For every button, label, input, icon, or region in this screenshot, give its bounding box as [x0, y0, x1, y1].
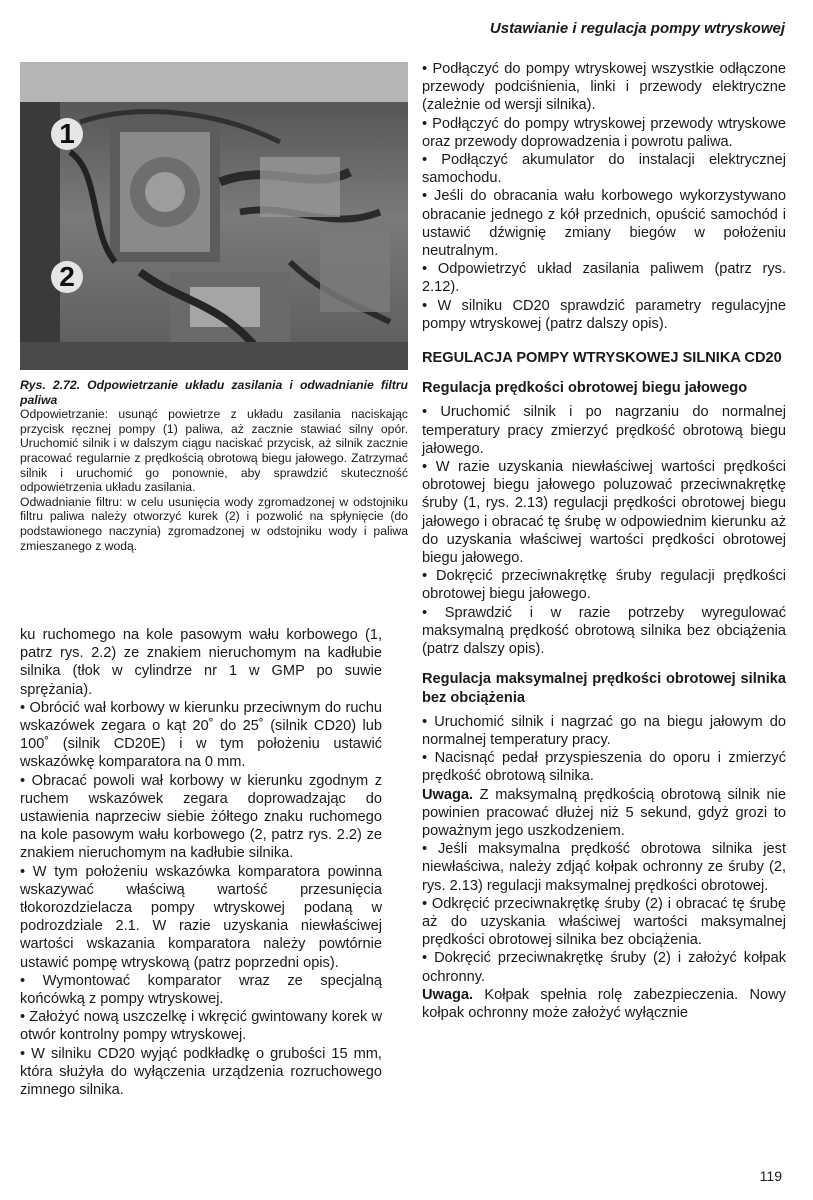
- paragraph: • Podłączyć do pompy wtryskowej przewody wtryskowe oraz przewody doprowadzenia i powrotu paliwa.: [422, 115, 786, 150]
- section-heading: REGULACJA POMPY WTRYSKOWEJ SILNIKA CD20: [422, 350, 782, 367]
- subsection-heading: Regulacja maksymalnej prędkości obrotowej silnika bez obciążenia: [422, 671, 786, 706]
- callout-1: 1: [51, 118, 83, 150]
- paragraph: • Jeśli maksymalna prędkość obrotowa silnika jest niewłaściwa, należy zdjąć kołpak ochronny ze śruby (2, rys. 2.13) regulacji maksymalnej prędkości obrotowej.: [422, 841, 786, 894]
- caption-title: Rys. 2.72. Odpowietrzanie układu zasilania i odwadnianie filtru paliwa: [20, 378, 408, 407]
- engine-photo-illustration: [20, 62, 408, 370]
- page-number: 119: [759, 1168, 782, 1184]
- paragraph: • Uruchomić silnik i po nagrzaniu do normalnej temperatury pracy zmierzyć prędkość obrotową biegu jałowego.: [422, 404, 786, 457]
- note-paragraph: [422, 986, 786, 1022]
- paragraph: • Nacisnąć pedał przyspieszenia do oporu i zmierzyć prędkość obrotową silnika.: [422, 750, 786, 785]
- paragraph: • Podłączyć akumulator do instalacji elektrycznej samochodu.: [422, 152, 786, 187]
- note-label: Uwaga.: [422, 986, 474, 1003]
- paragraph: • Założyć nową uszczelkę i wkręcić gwintowany korek w otwór kontrolny pompy wtryskowej.: [20, 1009, 382, 1044]
- paragraph: • W silniku CD20 sprawdzić parametry regulacyjne pompy wtryskowej (patrz dalszy opis).: [422, 297, 786, 332]
- paragraph: • W silniku CD20 wyjąć podkładkę o grubości 15 mm, która służyła do wyłączenia urządzenia rozruchowego zimnego silnika.: [20, 1045, 382, 1099]
- left-column-text: [20, 626, 382, 1099]
- note-paragraph: [422, 786, 786, 841]
- engine-photo: [20, 62, 408, 370]
- running-header: Ustawianie i regulacja pompy wtryskowej: [489, 20, 785, 37]
- paragraph: • Uruchomić silnik i nagrzać go na biegu jałowym do normalnej temperatury pracy.: [422, 713, 786, 748]
- right-column-text: [422, 60, 786, 1022]
- subsection-heading: Regulacja prędkości obrotowej biegu jałowego: [422, 380, 748, 397]
- paragraph: • Dokręcić przeciwnakrętkę śruby regulacji prędkości obrotowej biegu jałowego.: [422, 568, 786, 603]
- paragraph: ku ruchomego na kole pasowym wału korbowego (1, patrz rys. 2.2) ze znakiem nieruchomym na kadłubie silnika (tłok w cylindrze nr 1 w GMP po suwie sprężania).: [20, 627, 382, 698]
- note-label: Uwaga.: [422, 786, 474, 803]
- paragraph: • Jeśli do obracania wału korbowego wykorzystywano obracanie jednego z kół przednich, opuścić samochód i ustawić dźwignię zmiany biegów w położeniu neutralnym.: [422, 188, 786, 260]
- paragraph: • Odpowietrzyć układ zasilania paliwem (patrz rys. 2.12).: [422, 261, 786, 296]
- figure-caption: [20, 378, 408, 553]
- paragraph: • Sprawdzić i w razie potrzeby wyregulować maksymalną prędkość obrotową silnika bez obciążenia (patrz dalszy opis).: [422, 604, 786, 658]
- paragraph: • Obrócić wał korbowy w kierunku przeciwnym do ruchu wskazówek zegara o kąt 20˚ do 25˚ (silnik CD20) lub 100˚ (silnik CD20E) i w tym położeniu ustawić wskazówkę komparatora na 0 mm.: [20, 699, 382, 771]
- note-text: Z maksymalną prędkością obrotową silnik nie powinien pracować dłużej niż 5 sekund, gdyż grozi to poważnym jego uszkodzeniem.: [422, 786, 786, 839]
- caption-paragraph: Odpowietrzanie: usunąć powietrze z układu zasilania naciskając przycisk ręcznej pompy (1) paliwa, aż zacznie stawiać silny opór. Uruchomić silnik i w dalszym ciągu naciskać przycisk, aż silnik zacznie pracować regularnie z prędkością obrotową biegu jałowego. Zatrzymać silnik i uruchomić go ponownie, aby sprawdzić skuteczność odpowietrzenia układu zasilania.: [20, 407, 408, 495]
- paragraph: • W razie uzyskania niewłaściwej wartości prędkości obrotowej biegu jałowego poluzować przeciwnakrętkę śruby (1, rys. 2.13) regulacji prędkości obrotowej biegu jałowego i obracać tę śrubę w odpowiednim kierunku aż do uzyskania właściwej wartości prędkości obrotowej biegu jałowego.: [422, 459, 786, 567]
- paragraph: • Odkręcić przeciwnakrętkę śruby (2) i obracać tę śrubę aż do uzyskania właściwej wartości maksymalnej prędkości obrotowej silnika bez obciążenia.: [422, 895, 786, 949]
- paragraph: • Obracać powoli wał korbowy w kierunku zgodnym z ruchem wskazówek zegara doprowadzając do ustawienia naprzeciw siebie żółtego znaku ruchomego na kole pasowym wału korbowego (2, patrz rys. 2.2) ze znakiem nieruchomym na kadłubie silnika.: [20, 772, 382, 862]
- paragraph: • Podłączyć do pompy wtryskowej wszystkie odłączone przewody podciśnienia, linki i przewody elektryczne (zależnie od wersji silnika).: [422, 61, 786, 114]
- paragraph: • Wymontować komparator wraz ze specjalną końcówką z pompy wtryskowej.: [20, 972, 382, 1008]
- paragraph: • Dokręcić przeciwnakrętkę śruby (2) i założyć kołpak ochronny.: [422, 950, 786, 985]
- paragraph: • W tym położeniu wskazówka komparatora powinna wskazywać właściwą wartość przesunięcia tłokorozdzielacza pompy wtryskowej podaną w podrozdziale 2.1. W razie uzyskania niewłaściwej wartości wskazania komparatora należy powtórnie ustawić pompę wtryskową (patrz poprzedni opis).: [20, 863, 382, 971]
- callout-2: 2: [51, 261, 83, 293]
- caption-paragraph: Odwadnianie filtru: w celu usunięcia wody zgromadzonej w odstojniku filtru paliwa należy otworzyć kurek (2) i pozwolić na spłynięcie (do podstawionego naczynia) zgromadzonej w odstojniku wody i paliwa zmieszanego z wodą.: [20, 494, 408, 553]
- note-text: Kołpak spełnia rolę zabezpieczenia. Nowy kołpak ochronny może założyć wyłącznie: [422, 986, 786, 1021]
